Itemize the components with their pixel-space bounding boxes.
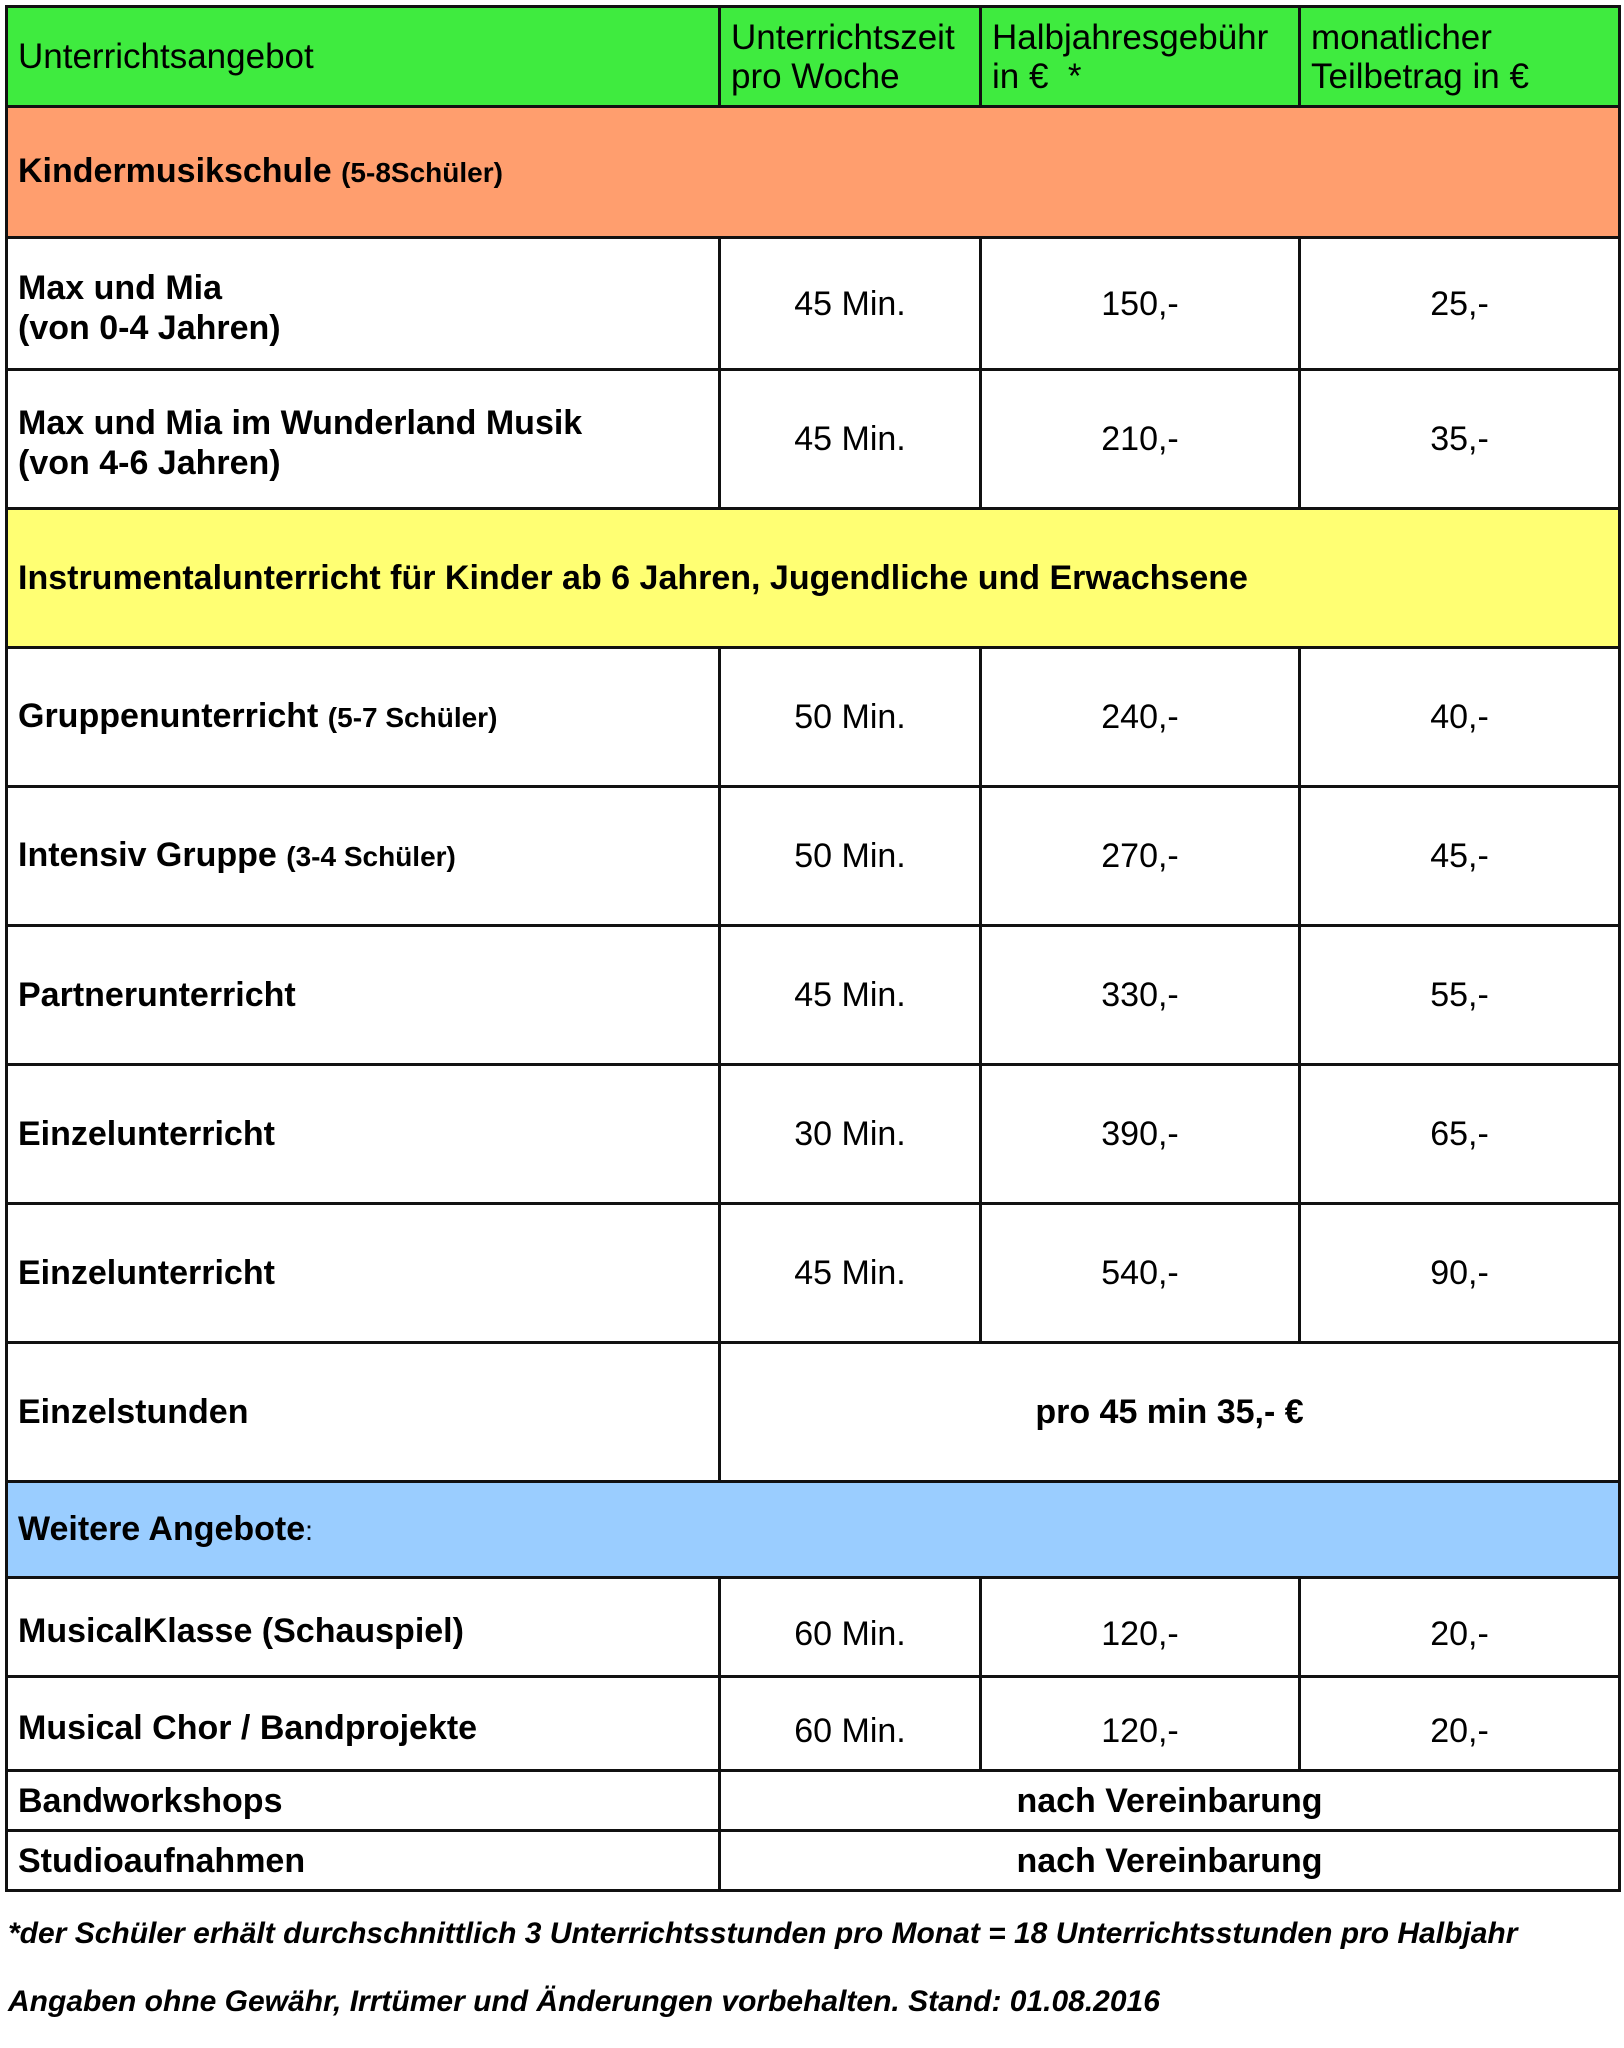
header-time-line1: Unterrichtszeit: [731, 17, 955, 57]
fee-cell: 240,-: [981, 648, 1300, 787]
disclaimer: Angaben ohne Gewähr, Irrtümer und Änderungen vorbehalten. Stand: 01.08.2016: [8, 1985, 1160, 2018]
offer-name: MusicalKlasse (Schauspiel): [7, 1578, 720, 1677]
price-table: [5, 5, 1621, 1892]
fee-cell: 270,-: [981, 787, 1300, 926]
offer-name: Gruppenunterricht: [18, 697, 319, 735]
monthly-cell: 35,-: [1300, 370, 1620, 509]
offer-name: Max und Mia: [18, 268, 223, 307]
table-row: [7, 1831, 1620, 1891]
table-row: [7, 1771, 1620, 1831]
fee-cell: 150,-: [981, 238, 1300, 370]
header-monthly-line1: monatlicher: [1311, 17, 1492, 57]
table-row: [7, 1677, 1620, 1771]
header-monthly-line2: Teilbetrag in €: [1311, 56, 1529, 96]
monthly-cell: 25,-: [1300, 238, 1620, 370]
time-cell: 45 Min.: [720, 238, 981, 370]
time-cell: 45 Min.: [720, 1204, 981, 1343]
header-time: [720, 7, 981, 107]
offer-cell: [7, 370, 720, 509]
offer-age: (von 0-4 Jahren): [18, 308, 281, 347]
time-cell: 60 Min.: [720, 1677, 981, 1771]
offer-name: Einzelstunden: [7, 1343, 720, 1482]
time-cell: 60 Min.: [720, 1578, 981, 1677]
fee-cell: 330,-: [981, 926, 1300, 1065]
offer-name: Studioaufnahmen: [7, 1831, 720, 1891]
section-weitere-angebote-cell: [7, 1482, 1620, 1578]
monthly-cell: 90,-: [1300, 1204, 1620, 1343]
section-weitere-angebote-title: Weitere Angebote: [18, 1509, 306, 1548]
section-kindermusikschule-title: Kindermusikschule: [18, 152, 332, 190]
header-time-line2: pro Woche: [731, 56, 900, 96]
section-kindermusikschule: [7, 107, 1620, 238]
fee-cell: 210,-: [981, 370, 1300, 509]
time-cell: 50 Min.: [720, 787, 981, 926]
header-fee-line1: Halbjahresgebühr: [992, 17, 1269, 57]
fee-cell: 120,-: [981, 1677, 1300, 1771]
offer-name: Musical Chor / Bandprojekte: [7, 1677, 720, 1771]
price-span-cell: pro 45 min 35,- €: [720, 1343, 1620, 1482]
table-row: [7, 1065, 1620, 1204]
price-table-container: [5, 5, 1618, 1892]
table-row: [7, 1204, 1620, 1343]
fee-cell: 120,-: [981, 1578, 1300, 1677]
time-cell: 30 Min.: [720, 1065, 981, 1204]
offer-name: Intensiv Gruppe: [18, 836, 277, 874]
offer-note: (5-7 Schüler): [327, 702, 498, 733]
offer-name: Max und Mia im Wunderland Musik: [18, 404, 583, 442]
table-row: [7, 926, 1620, 1065]
monthly-cell: 40,-: [1300, 648, 1620, 787]
fee-cell: 540,-: [981, 1204, 1300, 1343]
monthly-cell: 65,-: [1300, 1065, 1620, 1204]
monthly-cell: 20,-: [1300, 1578, 1620, 1677]
monthly-cell: 45,-: [1300, 787, 1620, 926]
section-instrumentalunterricht-title: Instrumentalunterricht für Kinder ab 6 Jahren, Jugendliche und Erwachsene: [7, 509, 1620, 648]
section-kindermusikschule-cell: [7, 107, 1620, 238]
offer-name: Bandworkshops: [7, 1771, 720, 1831]
time-cell: 45 Min.: [720, 926, 981, 1065]
table-row: [7, 648, 1620, 787]
table-row: [7, 1343, 1620, 1482]
table-row: [7, 370, 1620, 509]
section-instrumentalunterricht: [7, 509, 1620, 648]
offer-age: (von 4-6 Jahren): [18, 444, 281, 482]
table-row: [7, 1578, 1620, 1677]
section-kindermusikschule-note: (5-8Schüler): [341, 157, 503, 188]
offer-name: Partnerunterricht: [7, 926, 720, 1065]
header-offer-label: Unterrichtsangebot: [18, 37, 314, 76]
table-row: [7, 787, 1620, 926]
section-weitere-angebote: [7, 1482, 1620, 1578]
offer-name: Einzelunterricht: [7, 1065, 720, 1204]
offer-cell: [7, 787, 720, 926]
offer-cell: [7, 648, 720, 787]
price-span-cell: nach Vereinbarung: [720, 1771, 1620, 1831]
header-monthly: [1300, 7, 1620, 107]
section-weitere-angebote-colon: :: [305, 1514, 313, 1546]
monthly-cell: 20,-: [1300, 1677, 1620, 1771]
monthly-cell: 55,-: [1300, 926, 1620, 1065]
header-fee-line2: in € *: [992, 56, 1082, 96]
time-cell: 45 Min.: [720, 370, 981, 509]
table-row: [7, 238, 1620, 370]
price-span-cell: nach Vereinbarung: [720, 1831, 1620, 1891]
fee-cell: 390,-: [981, 1065, 1300, 1204]
footnote: *der Schüler erhält durchschnittlich 3 Unterrichtsstunden pro Monat = 18 Unterrichtsstunden pro Halbjahr: [8, 1917, 1518, 1950]
table-header-row: [7, 7, 1620, 107]
time-cell: 50 Min.: [720, 648, 981, 787]
header-offer: [7, 7, 720, 107]
offer-cell: [7, 238, 720, 370]
offer-name: Einzelunterricht: [7, 1204, 720, 1343]
header-fee: [981, 7, 1300, 107]
offer-note: (3-4 Schüler): [286, 841, 456, 872]
